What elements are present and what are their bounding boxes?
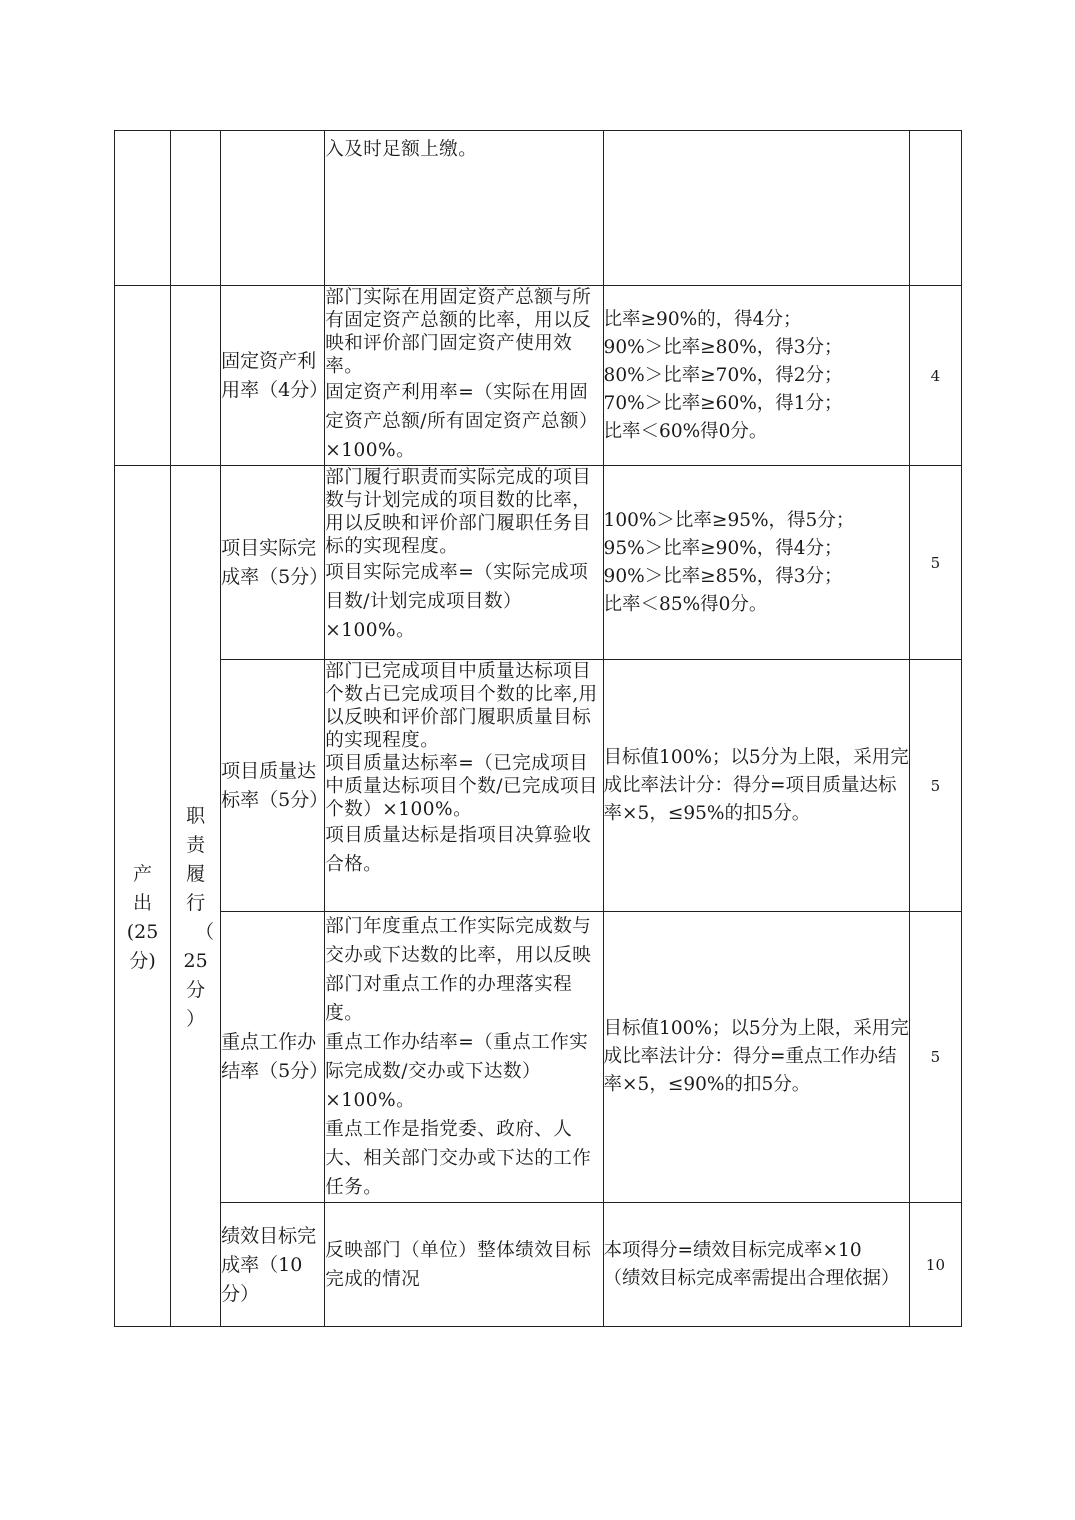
subcategory-label: 履 [186, 863, 206, 885]
table-row [115, 912, 962, 1203]
category-label: 出 [133, 892, 153, 914]
indicator-cell: 项目质量达标率（5分） [221, 660, 325, 912]
criteria-line: 70%＞比率≥60%，得1分； [603, 392, 843, 414]
criteria-line: 比率＜85%得0分。 [603, 593, 768, 615]
description-text: 部门实际在用固定资产总额与所有固定资产总额的比率，用以反映和评价部门固定资产使用效率。 [325, 287, 592, 377]
table-row [115, 286, 962, 466]
indicator-cell: 项目实际完成率（5分） [221, 466, 325, 660]
description-formula: 固定资产利用率=（实际在用固定资产总额/所有固定资产总额）×100%。 [325, 382, 598, 461]
criteria-cell [603, 466, 909, 660]
subcategory-label: 职 [186, 805, 206, 827]
category-cell-continued [115, 286, 171, 466]
evaluation-table [114, 130, 962, 1327]
subcategory-label: 25 [183, 950, 208, 972]
criteria-line: 本项得分=绩效目标完成率×10 [603, 1239, 862, 1261]
criteria-text: 目标值100%；以5分为上限，采用完成比率法计分：得分=重点工作办结率×5，≤90%的扣5分。 [603, 1018, 909, 1095]
criteria-line: 90%＞比率≥80%，得3分； [603, 336, 843, 358]
criteria-line: 比率≥90%的，得4分； [603, 308, 802, 330]
subcategory-label: 行 [186, 892, 206, 914]
description-cell [325, 466, 603, 660]
description-formula: 重点工作办结率=（重点工作实际完成数/交办或下达数）×100%。 [325, 1032, 589, 1111]
criteria-cell [603, 660, 909, 912]
description-text: 入及时足额上缴。 [325, 139, 478, 160]
criteria-line: 80%＞比率≥70%，得2分； [603, 364, 843, 386]
indicator-cell: 重点工作办结率（5分） [221, 912, 325, 1203]
category-cell [115, 466, 171, 1327]
subcategory-label: 责 [186, 834, 206, 856]
category-label: (25 [126, 921, 159, 943]
score-cell: 5 [909, 466, 961, 660]
subcategory-cell-continued [171, 286, 221, 466]
table-row [115, 660, 962, 912]
category-label: 产 [133, 863, 153, 885]
subcategory-label: 分 [186, 979, 206, 1001]
criteria-line: （绩效目标完成率需提出合理依据） [603, 1267, 900, 1289]
criteria-cell [603, 912, 909, 1203]
description-note: 重点工作是指党委、政府、人大、相关部门交办或下达的工作任务。 [325, 1119, 592, 1198]
subcategory-label: ） [186, 1008, 206, 1030]
criteria-cell [603, 286, 909, 466]
score-cell [909, 131, 961, 286]
subcategory-cell [171, 466, 221, 1327]
description-cell [325, 1203, 603, 1327]
criteria-line: 95%＞比率≥90%，得4分； [603, 537, 843, 559]
table-row [115, 1203, 962, 1327]
criteria-cell [603, 1203, 909, 1327]
score-cell: 5 [909, 912, 961, 1203]
description-text: 反映部门（单位）整体绩效目标完成的情况 [325, 1239, 592, 1290]
score-cell: 10 [909, 1203, 961, 1327]
description-text: 部门年度重点工作实际完成数与交办或下达数的比率，用以反映部门对重点工作的办理落实程度。 [325, 916, 592, 1024]
description-text: 部门履行职责而实际完成的项目数与计划完成的项目数的比率，用以反映和评价部门履职任务目标的实现程度。 [325, 467, 592, 557]
category-cell-continued [115, 131, 171, 286]
criteria-line: 比率＜60%得0分。 [603, 420, 768, 442]
criteria-cell [603, 131, 909, 286]
subcategory-label: （ [195, 921, 215, 943]
indicator-cell: 绩效目标完成率（10分） [221, 1203, 325, 1327]
category-label: 分) [129, 950, 156, 972]
description-cell [325, 286, 603, 466]
indicator-cell: 固定资产利用率（4分） [221, 286, 325, 466]
subcategory-cell-continued [171, 131, 221, 286]
description-cell [325, 912, 603, 1203]
criteria-line: 100%＞比率≥95%，得5分； [603, 509, 855, 531]
table-row [115, 131, 962, 286]
criteria-line: 90%＞比率≥85%，得3分； [603, 565, 843, 587]
description-cell [325, 660, 603, 912]
score-cell: 4 [909, 286, 961, 466]
score-cell: 5 [909, 660, 961, 912]
description-formula: 项目质量达标率=（已完成项目中质量达标项目个数/已完成项目个数）×100%。 [325, 753, 598, 820]
description-formula: 项目实际完成率=（实际完成项目数/计划完成项目数）×100%。 [325, 562, 589, 641]
description-text: 部门已完成项目中质量达标项目个数占已完成项目个数的比率,用以反映和评价部门履职质量目标的实现程度。 [325, 661, 598, 751]
table-row [115, 466, 962, 660]
description-cell [325, 131, 603, 286]
indicator-cell [221, 131, 325, 286]
description-note: 项目质量达标是指项目决算验收合格。 [325, 825, 592, 875]
criteria-text: 目标值100%；以5分为上限，采用完成比率法计分：得分=项目质量达标率×5，≤95%的扣5分。 [603, 746, 909, 824]
